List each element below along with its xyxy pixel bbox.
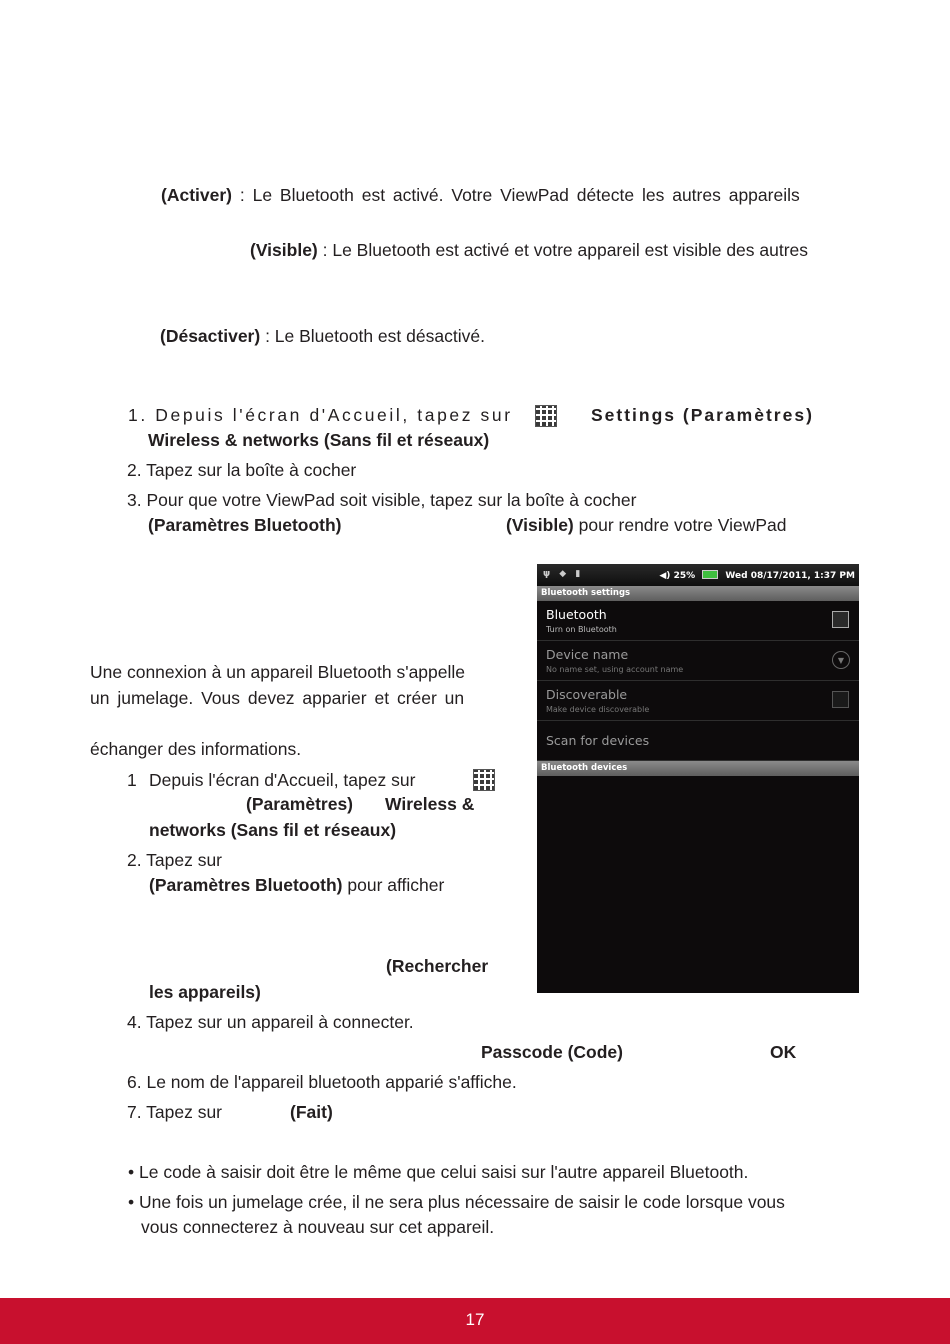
- discoverable-row[interactable]: [537, 681, 859, 721]
- chevron-down-icon: ▼: [832, 651, 850, 669]
- battery-icon: [702, 570, 718, 579]
- intro-line-1: Une connexion à un appareil Bluetooth s'appelle: [90, 662, 466, 682]
- step-b1-networks: networks (Sans fil et réseaux): [149, 820, 397, 840]
- step-b3-appareils: les appareils): [149, 982, 261, 1002]
- bluetooth-checkbox[interactable]: [832, 611, 849, 628]
- step-b7-text: 7. Tapez sur: [127, 1102, 223, 1122]
- row-title: Device name: [546, 647, 629, 662]
- page-number: 17: [465, 1310, 485, 1329]
- mode-activer: (Activer) : Le Bluetooth est activé. Votre ViewPad détecte les autres appareils: [161, 185, 800, 205]
- volume-icon: ◀): [659, 571, 671, 581]
- step-a2: 2. Tapez sur la boîte à cocher: [127, 460, 357, 480]
- step-b7-fait: (Fait): [290, 1102, 333, 1122]
- step-a1-wireless: Wireless & networks (Sans fil et réseaux): [148, 430, 490, 450]
- apps-grid-icon: [473, 769, 495, 791]
- step-a3-text: 3. Pour que votre ViewPad soit visible, tapez sur la boîte à cocher: [127, 490, 637, 510]
- status-right: [659, 570, 855, 581]
- devices-header: Bluetooth devices: [537, 761, 859, 776]
- settings-header: Bluetooth settings: [537, 586, 859, 601]
- step-b1-parametres: (Paramètres): [246, 794, 353, 814]
- intro-line-3: échanger des informations.: [90, 739, 302, 759]
- step-b1-number: 1: [127, 770, 137, 790]
- step-b1-text: Depuis l'écran d'Accueil, tapez sur: [149, 770, 416, 790]
- step-b4: 4. Tapez sur un appareil à connecter.: [127, 1012, 414, 1032]
- step-b2-text: 2. Tapez sur: [127, 850, 223, 870]
- step-a3-visible: (Visible) pour rendre votre ViewPad: [506, 515, 787, 535]
- step-b1-wireless: Wireless &: [385, 794, 475, 814]
- status-datetime: Wed 08/17/2011, 1:37 PM: [725, 571, 855, 581]
- step-b2-bt-settings: (Paramètres Bluetooth) pour afficher: [149, 875, 445, 895]
- intro-line-2: un jumelage. Vous devez apparier et créer un: [90, 688, 465, 708]
- scan-devices-row[interactable]: [537, 721, 859, 761]
- battery-level: 25%: [673, 571, 696, 581]
- note-2-cont: vous connecterez à nouveau sur cet appareil.: [141, 1217, 495, 1237]
- apps-grid-icon: [535, 405, 557, 427]
- row-title: Scan for devices: [546, 733, 650, 748]
- page-footer: [0, 1298, 950, 1344]
- row-subtitle: No name set, using account name: [546, 665, 684, 674]
- note-1: • Le code à saisir doit être le même que celui saisi sur l'autre appareil Bluetooth.: [128, 1162, 749, 1182]
- step-a1-text: 1. Depuis l'écran d'Accueil, tapez sur: [128, 405, 513, 425]
- bluetooth-toggle-row[interactable]: [537, 601, 859, 641]
- step-b5-passcode: Passcode (Code): [481, 1042, 623, 1062]
- step-b6: 6. Le nom de l'appareil bluetooth apparié s'affiche.: [127, 1072, 517, 1092]
- step-b5-ok: OK: [770, 1042, 797, 1062]
- step-a1-settings: Settings (Paramètres): [591, 405, 814, 425]
- row-subtitle: Make device discoverable: [546, 705, 650, 714]
- mode-visible: (Visible) : Le Bluetooth est activé et votre appareil est visible des autres: [250, 240, 809, 260]
- note-2: • Une fois un jumelage crée, il ne sera plus nécessaire de saisir le code lorsque vous: [128, 1192, 785, 1212]
- mode-desactiver: (Désactiver) : Le Bluetooth est désactivé.: [160, 326, 485, 346]
- status-notification-icons: ψ ◆ ▮: [543, 569, 584, 579]
- row-title: Bluetooth: [546, 607, 607, 622]
- row-title: Discoverable: [546, 687, 628, 702]
- bluetooth-settings-screenshot: [537, 564, 859, 993]
- device-name-row[interactable]: [537, 641, 859, 681]
- status-bar: [537, 564, 859, 586]
- discoverable-checkbox[interactable]: [832, 691, 849, 708]
- bullet: •: [128, 1162, 135, 1182]
- bullet: •: [128, 1192, 135, 1212]
- step-a3-bt-settings: (Paramètres Bluetooth): [148, 515, 342, 535]
- row-subtitle: Turn on Bluetooth: [546, 625, 617, 634]
- step-b3-rechercher: (Rechercher: [386, 956, 489, 976]
